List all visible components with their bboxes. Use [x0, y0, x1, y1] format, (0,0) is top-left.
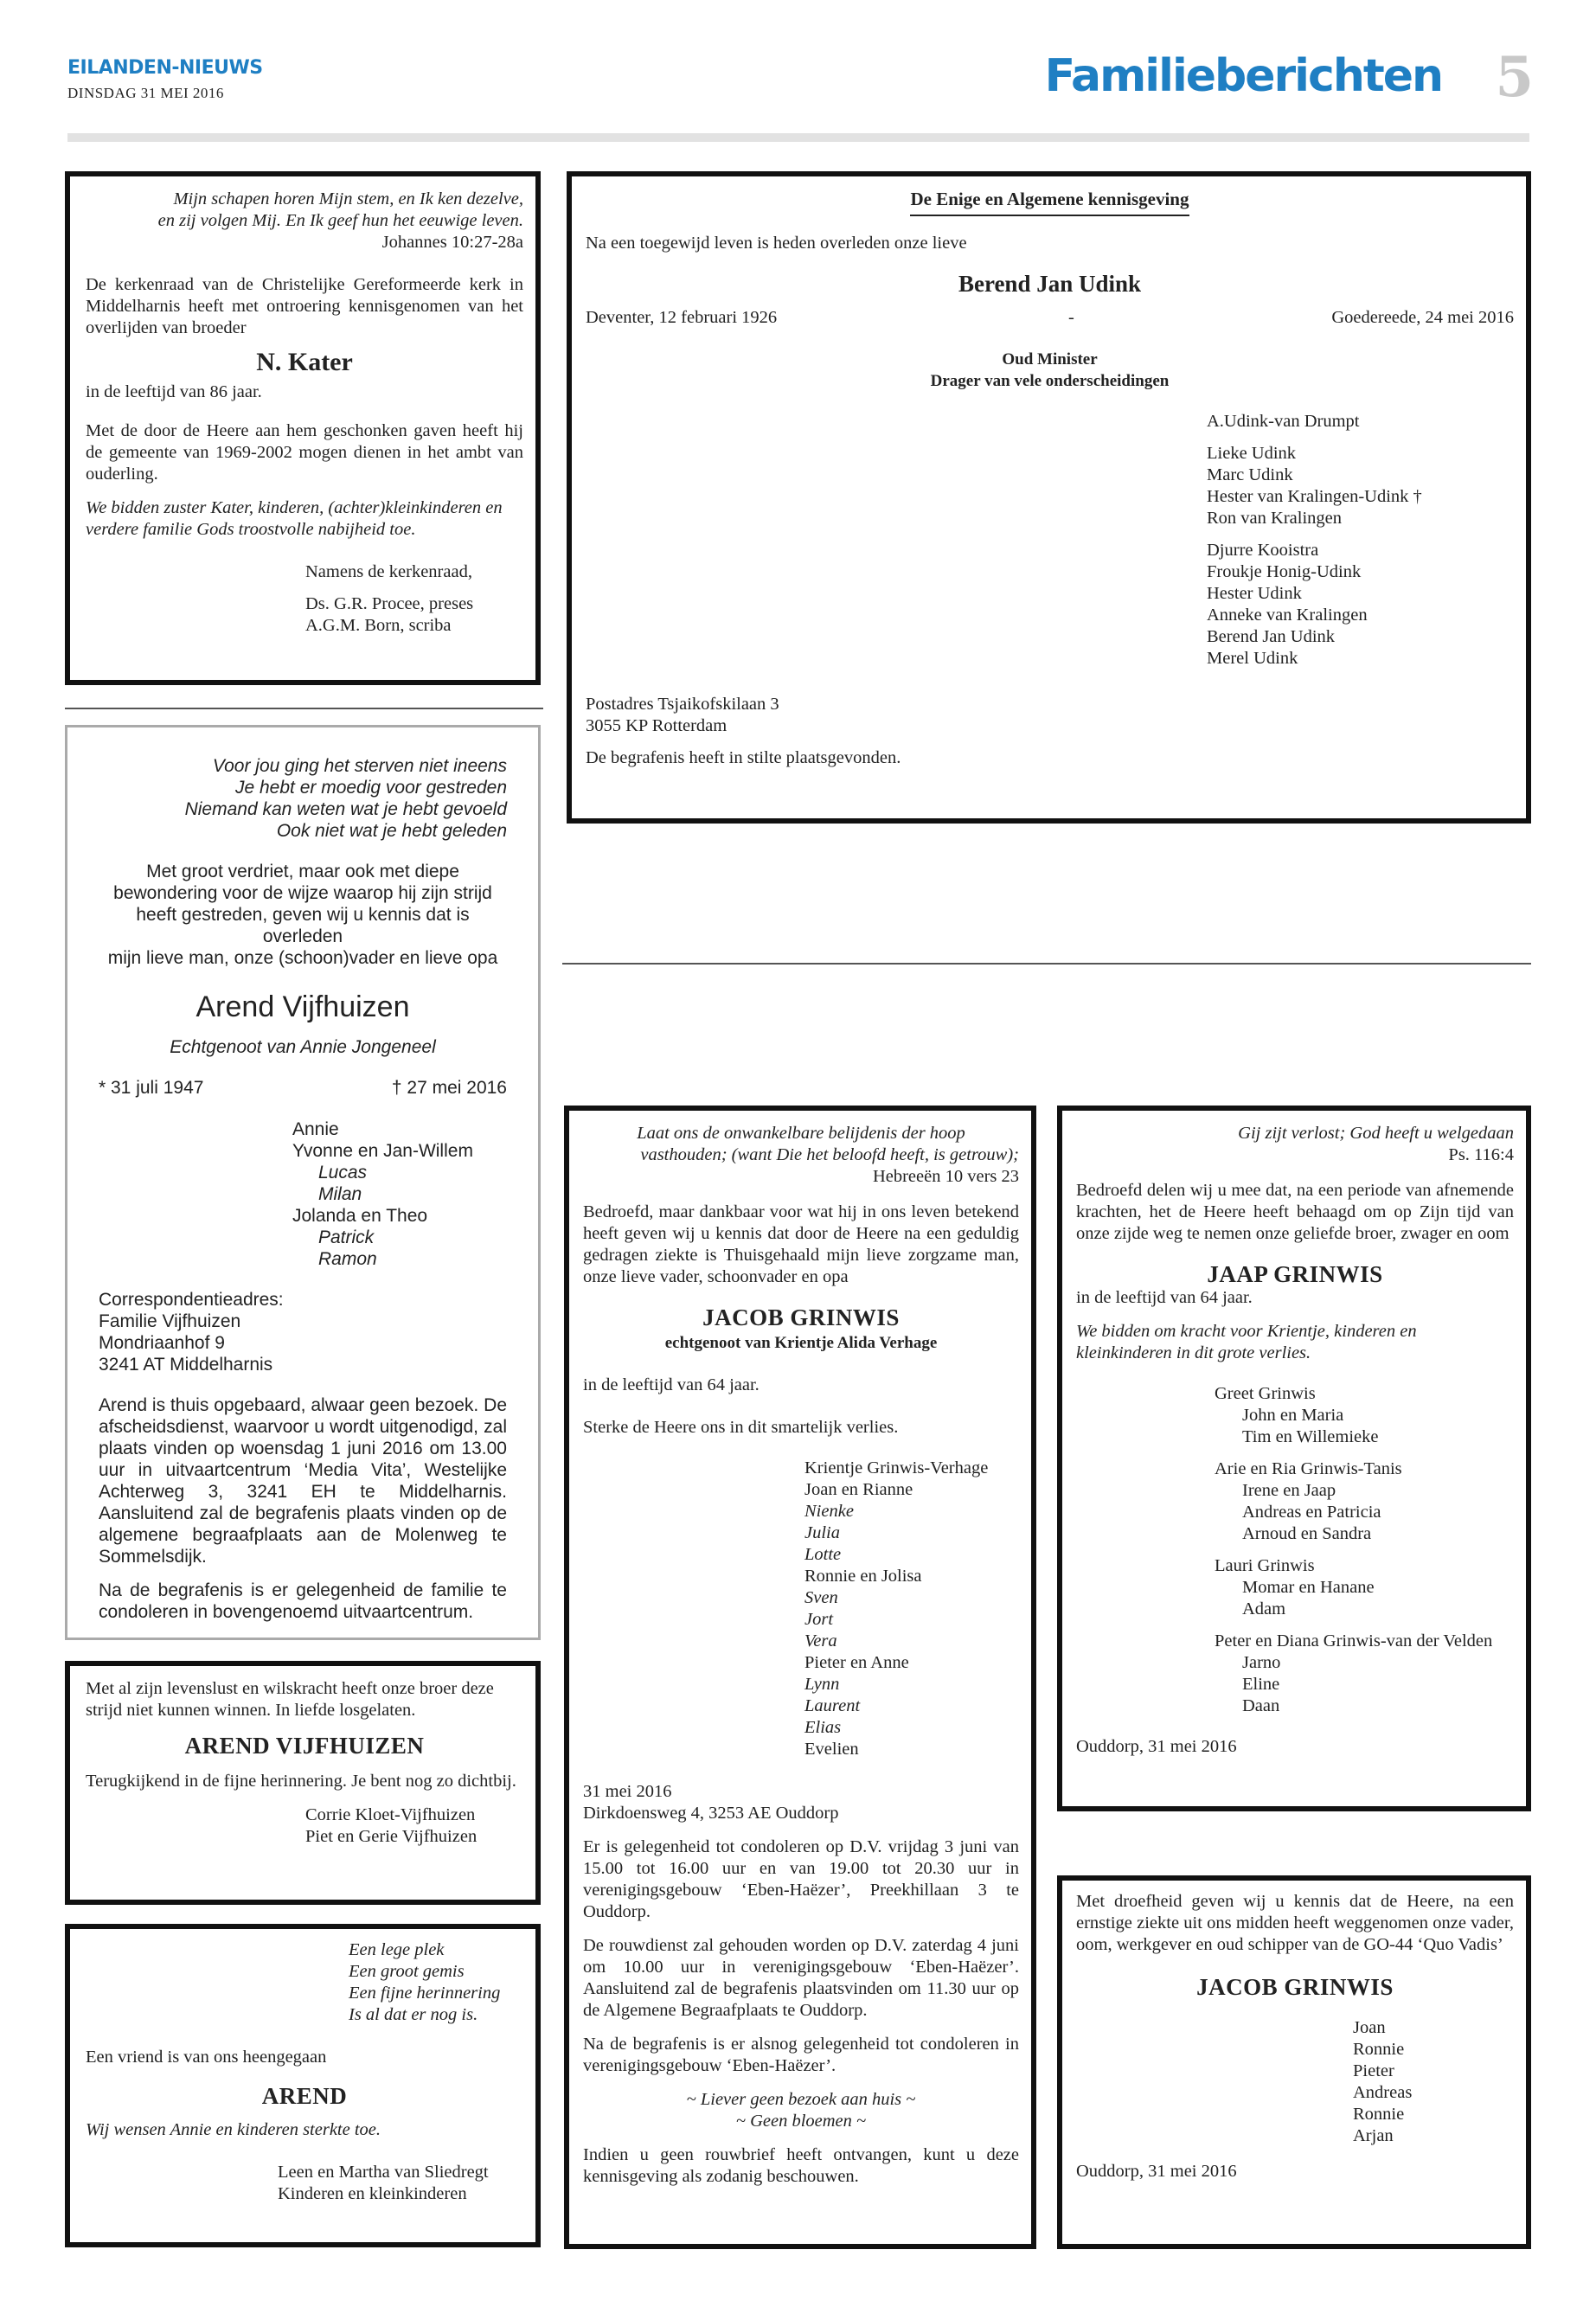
funeral-text: Arend is thuis opgebaard, alwaar geen bezoek. De afscheidsdienst, waarvoor u wordt uitgenodigd, zal plaats vinden op woensdag 1 juni 2016 om 13.00 uur in uitvaartcentrum ‘Media Vita’, Westelijke Achterweg 3, 3241 EH te Middelharnis. Aansluitend zal de begrafenis plaats vinden op de algemene begraafplaats aan de Molenweg te Sommelsdijk.: [99, 1395, 507, 1567]
verse-line: Laat ons de onwankelbare belijdenis der hoop: [637, 1124, 965, 1143]
deceased-name: Berend Jan Udink: [958, 271, 1142, 297]
life-dates: [586, 307, 1514, 330]
family-member: Anneke van Kralingen: [1207, 606, 1368, 625]
life-dates: [99, 1077, 507, 1099]
place-date: Ouddorp, 31 mei 2016: [1076, 2162, 1237, 2181]
condolence-text: Na de begrafenis is er gelegenheid de familie te condoleren in bovengenoemd uitvaartcentrum.: [99, 1580, 507, 1622]
family-member: Arie en Ria Grinwis-Tanis: [1215, 1459, 1402, 1478]
strength-text: Sterke de Heere ons in dit smartelijk verlies.: [583, 1418, 899, 1437]
address-line: 3055 KP Rotterdam: [586, 716, 727, 735]
section-title: Familieberichten: [1044, 50, 1442, 102]
masthead-logo: EILANDEN-NIEUWS: [67, 57, 263, 79]
family-member: Nienke: [804, 1502, 854, 1521]
intro: [99, 861, 507, 969]
deceased-name: Arend Vijfhuizen: [195, 990, 410, 1023]
family-member: Elias: [804, 1718, 842, 1737]
intro-line: mijn lieve man, onze (schoon)vader en lieve opa: [107, 948, 498, 968]
family-member: Merel Udink: [1207, 649, 1298, 668]
intro-line: heeft gestreden, geven wij u kennis dat is overleden: [136, 905, 470, 946]
family-member: Lynn: [804, 1675, 840, 1694]
family-member: Pieter en Anne: [804, 1653, 909, 1672]
intro-text: Een vriend is van ons heengegaan: [86, 2048, 327, 2067]
family-member: Joan: [1353, 2018, 1386, 2037]
page-number: 5: [1495, 45, 1534, 110]
family-member: Marc Udink: [1207, 465, 1293, 484]
prayer-text: We bidden om kracht voor Krientje, kinderen en kleinkinderen in dit grote verlies.: [1076, 1322, 1417, 1362]
address-line: Postadres Tsjaikofskilaan 3: [586, 695, 779, 714]
family-member: Hester Udink: [1207, 584, 1302, 603]
verse-line: Gij zijt verlost; God heeft u welgedaan: [1238, 1124, 1514, 1143]
note-line: ~ Liever geen bezoek aan huis ~: [686, 2090, 916, 2109]
notice-udink: [567, 171, 1531, 824]
family-member: Lotte: [804, 1545, 842, 1564]
title-line: Drager van vele onderscheidingen: [930, 372, 1170, 390]
family-member: Ronnie: [1353, 2040, 1405, 2059]
column-divider: [562, 963, 1531, 965]
deceased-name: N. Kater: [256, 348, 353, 376]
family-group: [1207, 540, 1514, 670]
poem-line: Een groot gemis: [349, 1962, 465, 1981]
column-divider: [65, 708, 543, 709]
body-text: Terugkijkend in de fijne herinnering. Je bent nog zo dichtbij.: [86, 1772, 516, 1791]
family-member: Andreas en Patricia: [1242, 1503, 1381, 1522]
spouse-line: Echtgenoot van Annie Jongeneel: [170, 1037, 436, 1057]
address-line: Correspondentieadres:: [99, 1290, 284, 1310]
family-member: Froukje Honig-Udink: [1207, 562, 1362, 581]
age-text: in de leeftijd van 64 jaar.: [583, 1375, 760, 1394]
death-date: Goedereede, 24 mei 2016: [1331, 308, 1514, 327]
poem-line: Is al dat er nog is.: [349, 2005, 478, 2024]
family-member: Krientje Grinwis-Verhage: [804, 1458, 989, 1477]
prayer-text: We bidden zuster Kater, kinderen, (achter)kleinkinderen en verdere familie Gods troostvolle nabijheid toe.: [86, 498, 503, 539]
closing-text: Indien u geen rouwbrief heeft ontvangen, kunt u deze kennisgeving als zodanig beschouwen.: [583, 2145, 1019, 2186]
family-member: Daan: [1242, 1696, 1280, 1715]
age-text: in de leeftijd van 64 jaar.: [1076, 1288, 1253, 1307]
on-behalf-text: Namens de kerkenraad,: [305, 562, 472, 581]
title-line: Oud Minister: [1002, 350, 1098, 369]
notice-vijfhuizen: [65, 725, 541, 1640]
family-member: Jort: [804, 1610, 834, 1629]
family-member: Lucas: [318, 1163, 368, 1183]
note-line: ~ Geen bloemen ~: [735, 2112, 867, 2131]
service-text: De rouwdienst zal gehouden worden op D.V. zaterdag 4 juni om 10.00 uur in verenigingsgebouw ‘Eben-Haëzer’. Aansluitend zal de begrafenis plaatsvinden om 11.30 uur op de Algemene Begraafplaats te Ouddorp.: [583, 1936, 1019, 2020]
birth-date: Deventer, 12 februari 1926: [586, 308, 778, 327]
family-member: Arjan: [1353, 2126, 1394, 2145]
birth-date: * 31 juli 1947: [99, 1078, 204, 1098]
poem-line: Een lege plek: [349, 1940, 445, 1959]
notice-arend-broer: [65, 1661, 541, 1905]
deceased-name: JACOB GRINWIS: [1196, 1974, 1394, 2000]
death-date: † 27 mei 2016: [391, 1078, 507, 1098]
signer: Ds. G.R. Procee, preses: [305, 594, 474, 613]
notice-date: 31 mei 2016: [583, 1782, 672, 1801]
deceased-name: AREND VIJFHUIZEN: [184, 1733, 425, 1759]
signer: Piet en Gerie Vijfhuizen: [305, 1827, 478, 1846]
family-member: Berend Jan Udink: [1207, 627, 1336, 646]
verse-line: en zij volgen Mij. En Ik geef hun het eeuwige leven.: [157, 211, 523, 230]
family-member: Joan en Rianne: [804, 1480, 913, 1499]
poem: [99, 755, 507, 842]
poem-line: Je hebt er moedig voor gestreden: [234, 778, 507, 798]
family-member: John en Maria: [1242, 1406, 1344, 1425]
place-date: Ouddorp, 31 mei 2016: [1076, 1737, 1237, 1756]
family-member: Sven: [804, 1588, 838, 1607]
family-list: [1207, 411, 1514, 670]
verse-line: Mijn schapen horen Mijn stem, en Ik ken dezelve,: [173, 189, 523, 208]
address-line: Mondriaanhof 9: [99, 1333, 225, 1353]
poem-line: Een fijne herinnering: [349, 1984, 501, 2003]
family-member: Arnoud en Sandra: [1242, 1524, 1372, 1543]
family-member: Ramon: [318, 1249, 377, 1269]
family-member: Patrick: [318, 1227, 375, 1247]
family-group: [1207, 411, 1514, 433]
signer: Corrie Kloet-Vijfhuizen: [305, 1805, 476, 1824]
poem-line: Voor jou ging het sterven niet ineens: [212, 756, 507, 776]
age-text: in de leeftijd van 86 jaar.: [86, 382, 262, 401]
family-member: Annie: [292, 1119, 339, 1139]
intro-line: bewondering voor de wijze waarop hij zijn strijd: [113, 883, 492, 903]
family-member: Lauri Grinwis: [1215, 1556, 1315, 1575]
family-member: Ronnie: [1353, 2105, 1405, 2124]
family-member: Ron van Kralingen: [1207, 509, 1342, 528]
poem: [349, 1939, 523, 2026]
notice-jacob-grinwis-family: [564, 1106, 1036, 2249]
address-line: Dirkdoensweg 4, 3253 AE Ouddorp: [583, 1804, 839, 1823]
verse-reference: Johannes 10:27-28a: [381, 233, 523, 252]
family-member: Irene en Jaap: [1242, 1481, 1336, 1500]
family-list: [1353, 2017, 1514, 2147]
verse-line: vasthouden; (want Die het beloofd heeft, is getrouw);: [640, 1145, 1019, 1164]
intro-text: Bedroefd, maar dankbaar voor wat hij in ons leven betekend heeft geven wij u kennis dat door de Heere na een geduldig gedragen ziekte is Thuisgehaald mijn lieve zorgzame man, onze lieve vader, schoonvader en opa: [583, 1202, 1019, 1286]
poem-line: Ook niet wat je hebt geleden: [276, 821, 507, 841]
family-member: Jarno: [1242, 1653, 1281, 1672]
notice-arend-vriend: [65, 1924, 541, 2247]
address-line: 3241 AT Middelharnis: [99, 1355, 273, 1375]
family-list: [292, 1118, 507, 1270]
verse-reference: Hebreeën 10 vers 23: [872, 1167, 1019, 1186]
family-member: Lieke Udink: [1207, 444, 1297, 463]
signer: Leen en Martha van Sliedregt: [278, 2163, 489, 2182]
family-member: Eline: [1242, 1675, 1280, 1694]
family-member: Jolanda en Theo: [292, 1206, 428, 1226]
family-member: A.Udink-van Drumpt: [1207, 412, 1360, 431]
notice-heading: De Enige en Algemene kennisgeving: [586, 189, 1514, 210]
intro-text: Met al zijn levenslust en wilskracht heeft onze broer deze strijd niet kunnen winnen. In liefde losgelaten.: [86, 1679, 494, 1720]
family-member: Evelien: [804, 1740, 859, 1759]
spouse-line: echtgenoot van Krientje Alida Verhage: [664, 1334, 938, 1352]
after-funeral-text: Na de begrafenis is er alsnog gelegenheid tot condoleren in verenigingsgebouw ‘Eben-Haëzer’.: [583, 2035, 1019, 2075]
notice-jaap-grinwis: [1057, 1106, 1531, 1811]
address-line: Familie Vijfhuizen: [99, 1311, 241, 1331]
issue-date: DINSDAG 31 MEI 2016: [67, 85, 224, 101]
poem-line: Niemand kan weten wat je hebt gevoeld: [184, 799, 507, 819]
signer: A.G.M. Born, scriba: [305, 616, 452, 635]
notice-kater: [65, 171, 541, 685]
intro-line: Met groot verdriet, maar ook met diepe: [146, 862, 459, 881]
deceased-name: JACOB GRINWIS: [702, 1304, 900, 1330]
family-member: Milan: [318, 1184, 362, 1204]
family-list: [1215, 1383, 1514, 1717]
intro-text: Met droefheid geven wij u kennis dat de Heere, na een ernstige ziekte uit ons midden heeft weggenomen onze vader, oom, werkgever en oud schipper van de GO-44 ‘Quo Vadis’: [1076, 1892, 1514, 1954]
intro-text: De kerkenraad van de Christelijke Gereformeerde kerk in Middelharnis heeft met ontroering kennisgenomen van het overlijden van broeder: [86, 275, 523, 337]
family-member: Hester van Kralingen-Udink †: [1207, 487, 1422, 506]
family-member: Yvonne en Jan-Willem: [292, 1141, 473, 1161]
correspondence-address: [99, 1289, 507, 1375]
deceased-name: JAAP GRINWIS: [1207, 1261, 1383, 1287]
wish-text: Wij wensen Annie en kinderen sterkte toe.: [86, 2120, 381, 2139]
deceased-name: AREND: [261, 2083, 348, 2109]
family-member: Laurent: [804, 1696, 861, 1715]
family-member: Djurre Kooistra: [1207, 541, 1319, 560]
family-group: [1207, 443, 1514, 529]
family-member: Ronnie en Jolisa: [804, 1567, 922, 1586]
family-member: Pieter: [1353, 2061, 1394, 2080]
intro-text: Na een toegewijd leven is heden overleden onze lieve: [586, 234, 967, 253]
funeral-text: De begrafenis heeft in stilte plaatsgevonden.: [586, 748, 901, 767]
condolence-text: Er is gelegenheid tot condoleren op D.V. vrijdag 3 juni van 15.00 tot 16.00 uur en van 19.00 tot 20.30 uur in verenigingsgebouw ‘Eben-Haëzer’, Preekhillaan 3 te Ouddorp.: [583, 1837, 1019, 1921]
body-text: Met de door de Heere aan hem geschonken gaven heeft hij de gemeente van 1969-2002 mogen dienen in het ambt van ouderling.: [86, 421, 523, 484]
family-member: Peter en Diana Grinwis-van der Velden: [1215, 1631, 1493, 1650]
notice-go44-grinwis: [1057, 1875, 1531, 2249]
family-member: Andreas: [1353, 2083, 1413, 2102]
date-separator: -: [1068, 308, 1074, 327]
family-member: Tim en Willemieke: [1242, 1427, 1379, 1446]
verse-reference: Ps. 116:4: [1448, 1145, 1514, 1164]
intro-text: Bedroefd delen wij u mee dat, na een periode van afnemende krachten, het de Heere heeft behaagd om op Zijn tijd van onze zijde weg te nemen onze geliefde broer, zwager en oom: [1076, 1181, 1514, 1243]
family-member: Momar en Hanane: [1242, 1578, 1375, 1597]
family-member: Adam: [1242, 1599, 1286, 1618]
header-divider: [67, 133, 1529, 142]
family-member: Greet Grinwis: [1215, 1384, 1316, 1403]
family-member: Julia: [804, 1523, 840, 1542]
signer: Kinderen en kleinkinderen: [278, 2184, 467, 2203]
family-list: [804, 1458, 1019, 1760]
family-member: Vera: [804, 1631, 837, 1650]
